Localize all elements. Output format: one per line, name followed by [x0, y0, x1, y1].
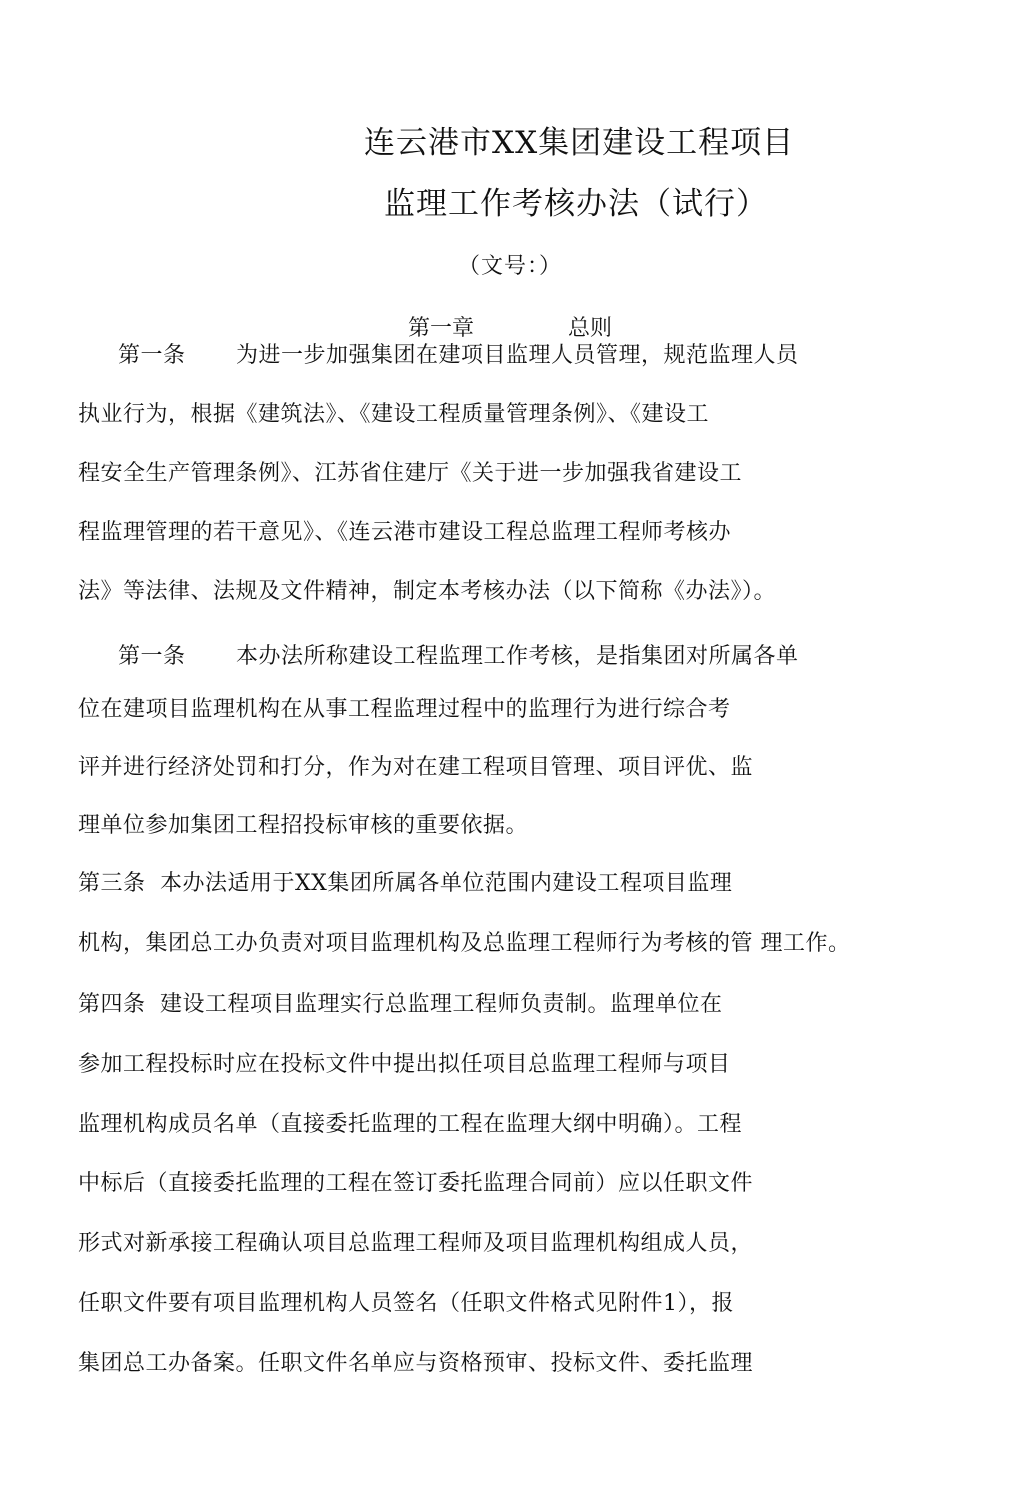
chapter-name: 总则 — [568, 316, 613, 341]
chapter-number: 第一章 — [408, 316, 475, 341]
article-1-line-3: 程安全生产管理条例》、江苏省住建厅《关于进一步加强我省建设工 — [78, 461, 743, 486]
article-4-line-4: 中标后（直接委托监理的工程在签订委托监理合同前）应以任职文件 — [78, 1171, 754, 1196]
document-number: （文号：） — [458, 254, 563, 279]
article-2-line-3: 评并进行经济处罚和打分，作为对在建工程项目管理、项目评优、监 — [78, 755, 754, 780]
article-4-label: 第四条 — [78, 992, 146, 1017]
article-4-line-5: 形式对新承接工程确认项目总监理工程师及项目监理机构组成人员， — [78, 1231, 754, 1256]
article-3-line-1: 本办法适用于XX集团所属各单位范围内建设工程项目监理 — [160, 871, 733, 896]
article-4-line-7: 集团总工办备案。任职文件名单应与资格预审、投标文件、委托监理 — [78, 1351, 754, 1376]
article-2-label: 第一条 — [118, 644, 186, 669]
article-4-line-1: 建设工程项目监理实行总监理工程师负责制。监理单位在 — [160, 992, 723, 1017]
article-3-label: 第三条 — [78, 871, 146, 896]
article-1-line-5: 法》等法律、法规及文件精神，制定本考核办法（以下简称《办法》）。 — [78, 579, 777, 604]
article-4-line-6: 任职文件要有项目监理机构人员签名（任职文件格式见附件1），报 — [78, 1291, 734, 1316]
article-1-line-2: 执业行为，根据《建筑法》、《建设工程质量管理条例》、《建设工 — [78, 402, 710, 427]
article-1-label: 第一条 — [118, 343, 186, 368]
article-2-line-2: 位在建项目监理机构在从事工程监理过程中的监理行为进行综合考 — [78, 697, 731, 722]
article-1-line-4: 程监理管理的若干意见》、《连云港市建设工程总监理工程师考核办 — [78, 520, 732, 545]
article-1-line-1: 为进一步加强集团在建项目监理人员管理，规范监理人员 — [236, 343, 799, 368]
document-title-line-2: 监理工作考核办法（试行） — [384, 186, 768, 222]
article-2-line-1: 本办法所称建设工程监理工作考核，是指集团对所属各单 — [236, 644, 799, 669]
document-title-line-1: 连云港市XX集团建设工程项目 — [364, 125, 795, 161]
article-4-line-2: 参加工程投标时应在投标文件中提出拟任项目总监理工程师与项目 — [78, 1052, 731, 1077]
chapter-heading — [380, 316, 680, 341]
article-3-line-2: 机构，集团总工办负责对项目监理机构及总监理工程师行为考核的管 理工作。 — [78, 931, 851, 956]
article-2-line-4: 理单位参加集团工程招投标审核的重要依据。 — [78, 813, 529, 838]
article-4-line-3: 监理机构成员名单（直接委托监理的工程在监理大纲中明确）。工程 — [78, 1112, 743, 1137]
